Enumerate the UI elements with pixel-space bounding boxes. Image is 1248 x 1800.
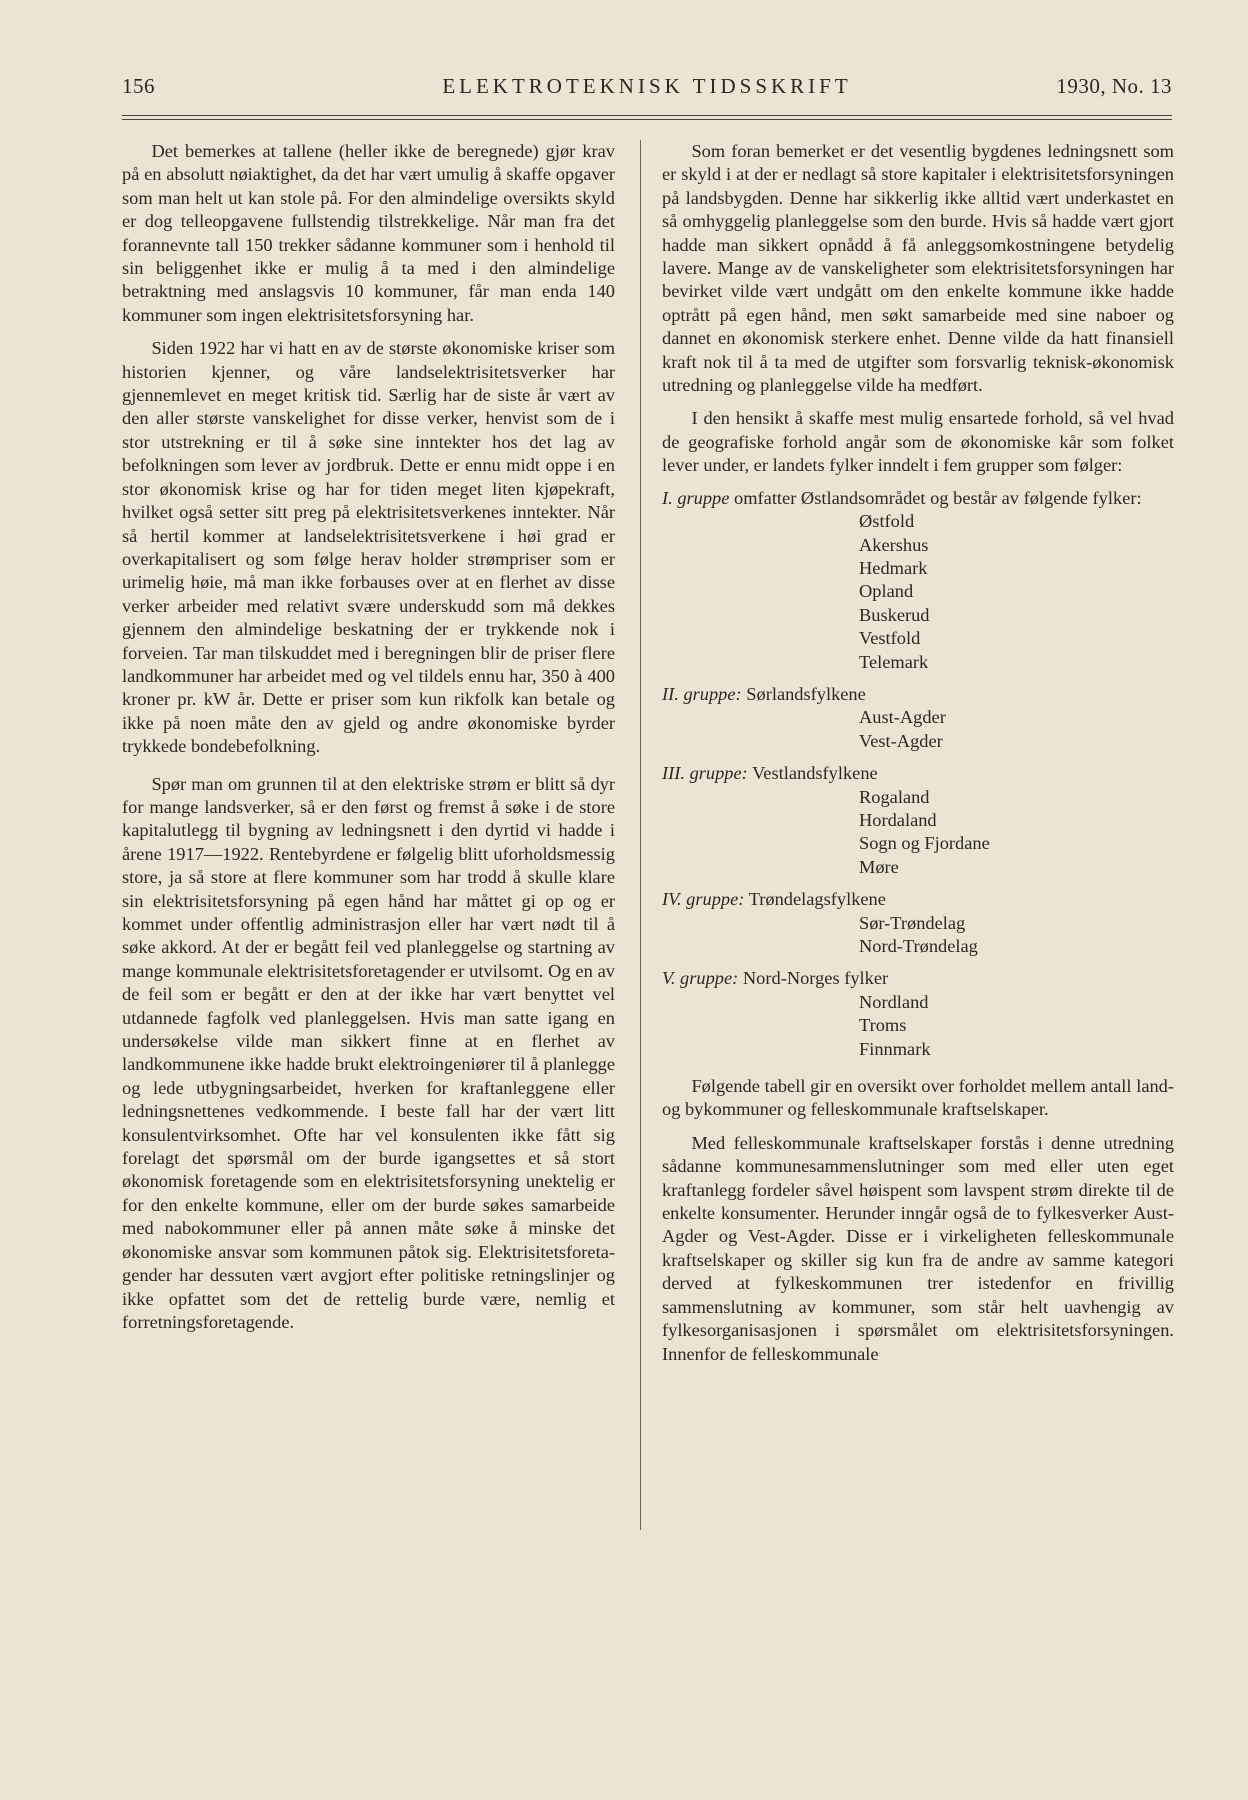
paragraph: Med felleskommunale kraftselskaper forstås i denne utredning sådanne kommunesammenslutninger som med eller uten eget kraftanlegg fordeler såvel høispent som lavspent strøm direkte til de enkelte konsumenter. Herunder inngår også de to fylkesverker Aust-Agder og Vest-Agder. Disse er i virkeligheten felleskommunale kraftselskaper og skiller sig kun fra de andre av samme kategori derved at fylkeskommunen trer istedenfor en frivillig sammenslutning av kommuner, som står helt uavhengig av fylkesorganisasjonen i spørsmålet om elektrisitetsforsyningen. Innenfor de felleskommunale: [662, 1132, 1174, 1364]
group-heading: [662, 762, 1174, 785]
county-list: [662, 786, 1174, 880]
right-column: [662, 140, 1174, 1366]
group-heading: [662, 683, 1174, 706]
group-block: [662, 888, 1174, 958]
county-item: Sogn og Fjordane: [859, 833, 990, 854]
group-label: V. gruppe:: [662, 968, 739, 989]
county-item: Nordland: [859, 991, 929, 1012]
page-header: [122, 74, 1172, 104]
group-label: I. gruppe: [662, 487, 730, 508]
paragraph: Som foran bemerket er det vesentlig bygdenes ledningsnett som er skyld i at der er nedlagt så store kapitaler i elektrisitetsforsyningen på landsbygden. Denne har sikkerlig ikke alltid vært underkastet en så omhyggelig planleggelse som den burde. Hvis så hadde vært gjort hadde man sikkert opnådd å få anleggsomkostningene betydelig lavere. Mange av de vanskeligheter som elektrisitetsforsyningen har bevirket vilde vært undgått om den enkelte kommune ikke hadde optrått på egen hånd, men søkt samarbeide med sine naboer og dannet en økonomisk sterkere enhet. Denne vilde da hatt finansiell kraft nok til å ta med de utgifter som forsvarlig teknisk-økonomisk utredning og planleggelse vilde ha medført.: [662, 141, 1174, 396]
paragraph: Siden 1922 har vi hatt en av de største økonomiske kriser som historien kjenner, og våre landselektrisitetsverker har gjennemlevet en meget kritisk tid. Særlig har de siste år vært av den aller største vanskelighet for disse verker, henvist som de i stor utstrekning er til å søke sine inntekter hos det lag av befolkningen som lever av jordbruk. Dette er ennu midt oppe i en stor økonomisk krise og har for tiden meget liten kjøpekraft, hvilket også setter sitt preg på elektrisitetsverkenes inntekter. Når så hertil kommer at landselektrisitetsverkene i høi grad er overkapitalisert og som følge herav holder strømpriser som er urimelig høie, må man ikke forbauses over at en flerhet av disse verker arbeider med relativt svære underskudd som må dekkes gjennem den almindelige beskatning der er trykkende nok i forveien. Tar man tilskuddet med i beregningen blir de priser flere landkommuner har arbeidet med og vel tildels ennu har, 350 à 400 kroner pr. kW år. Dette er priser som kun rikfolk kan betale og ikke på noen måte den av gjeld og andre økonomiske byrder trykkede bondebefolkning.: [122, 338, 615, 757]
paragraph: Det bemerkes at tallene (heller ikke de beregnede) gjør krav på en absolutt nøiaktighet, da det har vært umulig å skaffe opgaver som man helt ut kan stole på. For den almindelige oversikts skyld er dog telleopgavene fullstendig tilstrekkelige. Når man fra det forannevnte tall 150 trekker sådanne kommuner som i henhold til sin beliggenhet ikke er mulig å ta med i den almindelige betraktning med anslagsvis 10 kommuner, får man enda 140 kommuner som ingen elektrisitetsforsyning har.: [122, 141, 615, 325]
group-heading: [662, 888, 1174, 911]
group-block: [662, 487, 1174, 674]
county-item: Buskerud: [859, 604, 930, 625]
paragraph: Følgende tabell gir en oversikt over forholdet mellem antall land- og bykommuner og felleskommunale kraftselskaper.: [662, 1076, 1174, 1120]
header-rule-top: [122, 115, 1172, 116]
group-heading: [662, 967, 1174, 990]
county-item: Hedmark: [859, 557, 928, 578]
group-block: [662, 683, 1174, 753]
group-label: IV. gruppe:: [662, 889, 745, 910]
header-rule-bottom: [122, 119, 1172, 120]
group-heading: [662, 487, 1174, 510]
issue-label: 1930, No. 13: [1056, 74, 1172, 98]
left-column: [122, 140, 615, 1334]
county-item: Rogaland: [859, 786, 930, 807]
group-description: Sørlandsfylkene: [746, 683, 866, 704]
group-block: [662, 762, 1174, 879]
group-label: II. gruppe:: [662, 683, 742, 704]
group-description: Nord-Norges fylker: [742, 968, 889, 989]
paragraph: Spør man om grunnen til at den elektriske strøm er blitt så dyr for mange landsverker, så er den først og fremst å søke i de store kapitalutlegg til bygning av ledningsnett i den dyrtid vi hadde i årene 1917—1922. Rentebyrdene er følgelig blitt uforholdsmessig store, ja så store at flere kommuner som har trodd å skulle klare sin elektrisitetsforsyning på egen hånd har måttet gi op og er kommet under offentlig administrasjon eller har vært nødt til å søke akkord. At der er begått feil ved planleggelse og startning av mange kommunale elektrisitetsforetagender er utvilsomt. Og en av de feil som er begått er den at der ikke har vært benyttet vel utdannede fagfolk ved planleggelsen. Hvis man satte igang en undersøkelse vilde man sikkert finne at en flerhet av landkommunene ikke hadde brukt elektroingeniører til å planlegge og lede utbygningsarbeidet, hverken for kraftanleggene eller ledningsnettenes vedkommende. I beste fall har der vært litt konsulentvirksomhet. Ofte har vel konsulenten ikke fått sig forelagt det spørsmål om der burde igangsettes et så stort økonomisk foretagende som en elektrisitetsforsyning unektelig er for den enkelte kommune, eller om der burde søkes samarbeide med nabokommuner eller på annen måte søke å minske det økonomiske ansvar som kommunen påtok sig. Elektrisitetsforetagender har dessuten vært avgjort efter politiske retningslinjer og ikke opfattet som det de rettelig burde være, nemlig et forretningsforetagende.: [122, 773, 615, 1332]
group-description: omfatter Østlandsområdet og består av følgende fylker:: [734, 487, 1142, 508]
county-item: Troms: [859, 1015, 907, 1036]
county-item: Nord-Trøndelag: [859, 936, 978, 956]
county-list: [662, 706, 1174, 753]
county-item: Akershus: [859, 534, 929, 555]
county-item: Møre: [859, 856, 899, 877]
county-list: [662, 991, 1174, 1061]
county-item: Opland: [859, 581, 914, 602]
county-item: Finnmark: [859, 1038, 931, 1059]
county-item: Vest-Agder: [859, 730, 943, 751]
group-block: [662, 967, 1174, 1061]
county-item: Vestfold: [859, 628, 921, 649]
group-description: Trøndelagsfylkene: [748, 889, 886, 910]
county-item: Østfold: [859, 511, 915, 532]
group-label: III. gruppe:: [662, 763, 748, 784]
journal-title: ELEKTROTEKNISK TIDSSKRIFT: [442, 74, 852, 98]
county-item: Aust-Agder: [859, 707, 946, 728]
paragraph: I den hensikt å skaffe mest mulig ensartede forhold, så vel hvad de geografiske forhold angår som de økonomiske kår som folket lever under, er landets fylker inndelt i fem grupper som følger:: [662, 408, 1174, 476]
page-number: 156: [122, 74, 155, 98]
county-list: [662, 510, 1174, 674]
county-list: [662, 912, 1174, 959]
group-description: Vestlandsfylkene: [752, 763, 878, 784]
column-divider: [640, 140, 641, 1530]
county-item: Telemark: [859, 651, 929, 672]
county-item: Sør-Trøndelag: [859, 912, 966, 933]
county-item: Hordaland: [859, 809, 937, 830]
